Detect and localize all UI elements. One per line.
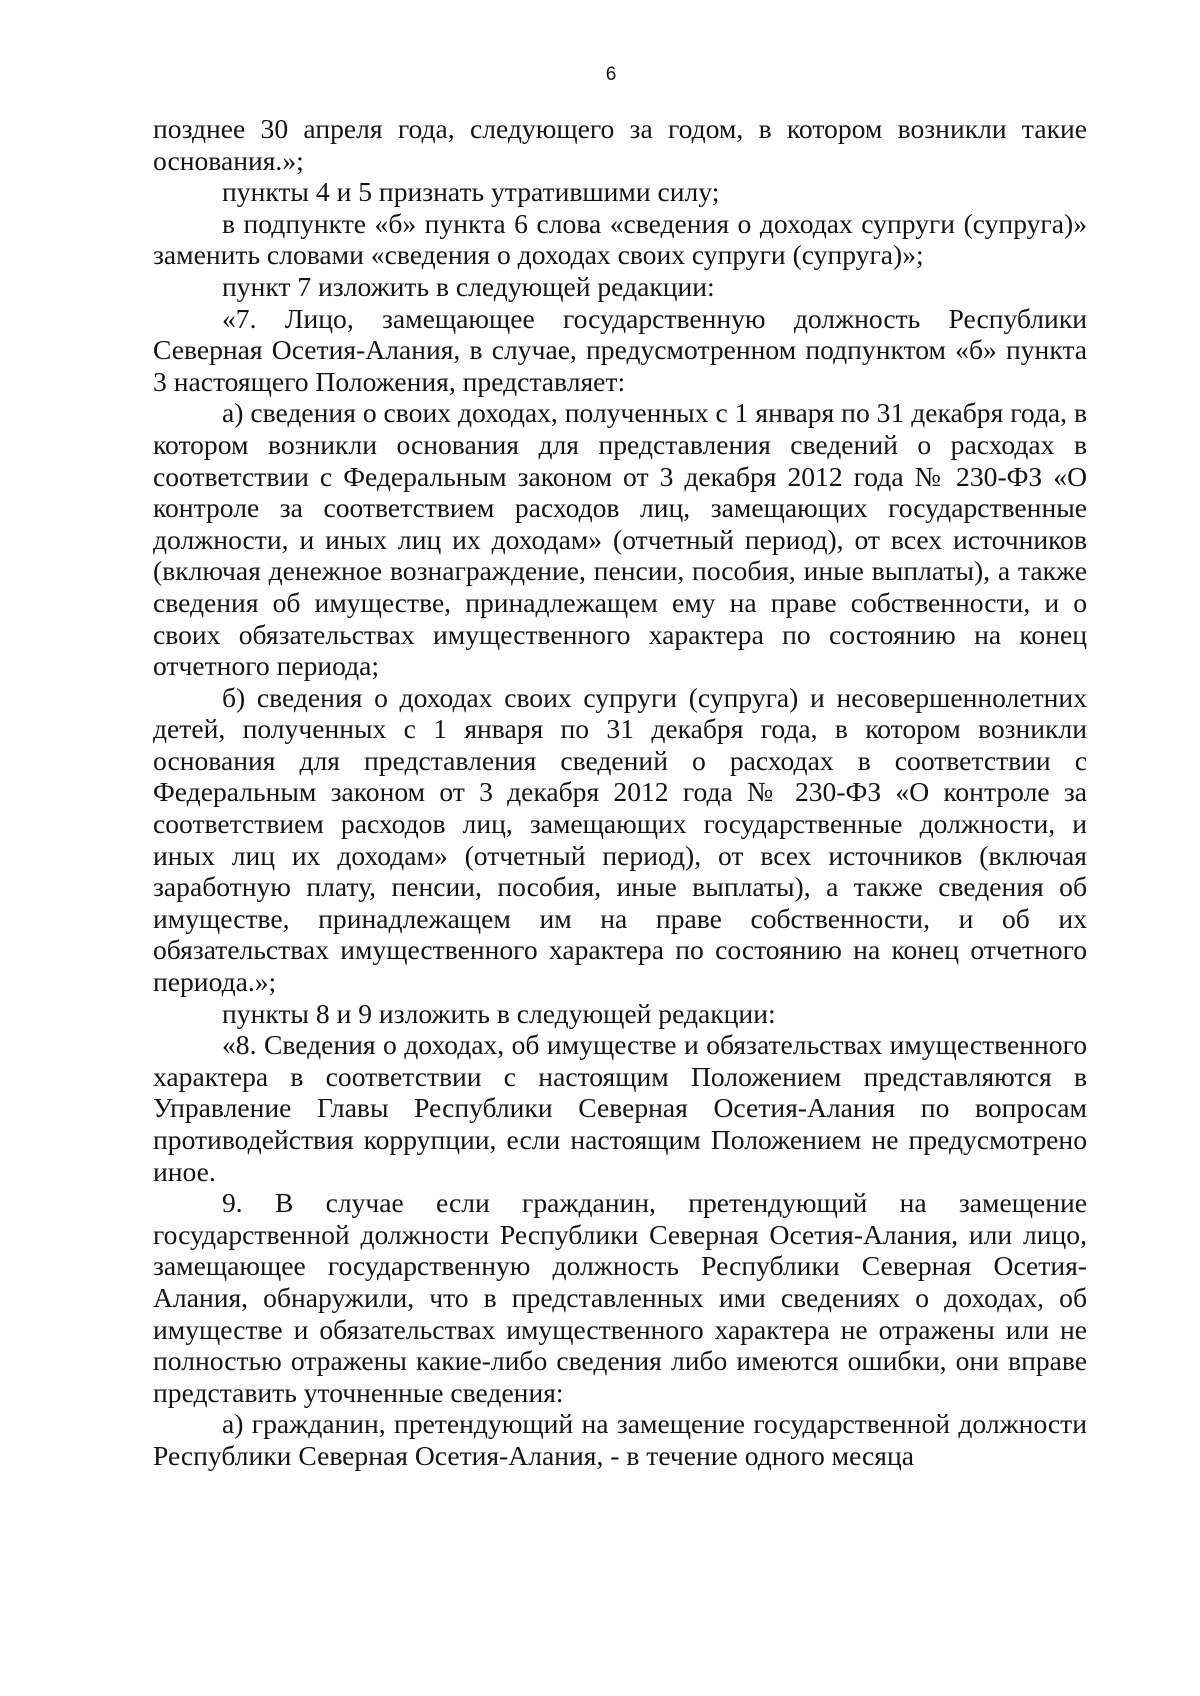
paragraph-item-9a: а) гражданин, претендующий на замещение государственной должности Республики Северная Осетия-Алания, - в течение одного месяца — [153, 1408, 1087, 1471]
paragraph-item-6b: в подпункте «б» пункта 6 слова «сведения о доходах супруги (супруга)» заменить словами «сведения о доходах своих супруги (супруга)»; — [153, 207, 1087, 271]
page-number: 6 — [605, 64, 617, 85]
paragraph-item-7: «7. Лицо, замещающее государственную должность Республики Северная Осетия-Алания, в случае, предусмотренном подпунктом «б» пункта 3 настоящего Положения, представляет: — [153, 302, 1087, 397]
paragraph-item-8: «8. Сведения о доходах, об имуществе и обязательствах имущественного характера в соответствии с настоящим Положением представляются в Управление Главы Республики Северная Осетия-Алания по вопросам противодействия коррупции, если настоящим Положением не предусмотрено иное. — [153, 1029, 1087, 1187]
document-body — [153, 113, 1087, 1472]
paragraph-items-8-9-intro: пункты 8 и 9 изложить в следующей редакции: — [222, 997, 776, 1029]
paragraph-item-9: 9. В случае если гражданин, претендующий на замещение государственной должности Республики Северная Осетия-Алания, или лицо, замещающее государственную должность Республики Северная Осетия-Алания, обнаружили, что в представленных ими сведениях о доходах, об имуществе и обязательствах имущественного характера не отражены или не полностью отражены какие-либо сведения либо имеются ошибки, они вправе представить уточненные сведения: — [153, 1187, 1087, 1408]
paragraph-item-7-intro: пункт 7 изложить в следующей редакции: — [222, 270, 715, 302]
paragraph-item-7a: а) сведения о своих доходах, полученных с 1 января по 31 декабря года, в котором возникли основания для представления сведений о расходах в соответствии с Федеральным законом от 3 декабря 2012 года № 230-ФЗ «О контроле за соответствием расходов лиц, замещающих государственные должности, и иных лиц их доходам» (отчетный период), от всех источников (включая денежное вознаграждение, пенсии, пособия, иные выплаты), а также сведения об имуществе, принадлежащем ему на праве собственности, и о своих обязательствах имущественного характера по состоянию на конец отчетного периода; — [153, 397, 1087, 682]
paragraph-item-7b: б) сведения о доходах своих супруги (супруга) и несовершеннолетних детей, полученных с 1 января по 31 декабря года, в котором возникли основания для представления сведений о расходах в соответствии с Федеральным законом от 3 декабря 2012 года № 230-ФЗ «О контроле за соответствием расходов лиц, замещающих государственные должности, и иных лиц их доходам» (отчетный период), от всех источников (включая заработную плату, пенсии, пособия, иные выплаты), а также сведения об имуществе, принадлежащем им на праве собственности, и об их обязательствах имущественного характера по состоянию на конец отчетного периода.»; — [153, 681, 1087, 998]
paragraph-continuation: позднее 30 апреля года, следующего за годом, в котором возникли такие основания.»; — [153, 113, 1087, 176]
paragraph-items-4-5: пункты 4 и 5 признать утратившими силу; — [222, 176, 720, 208]
